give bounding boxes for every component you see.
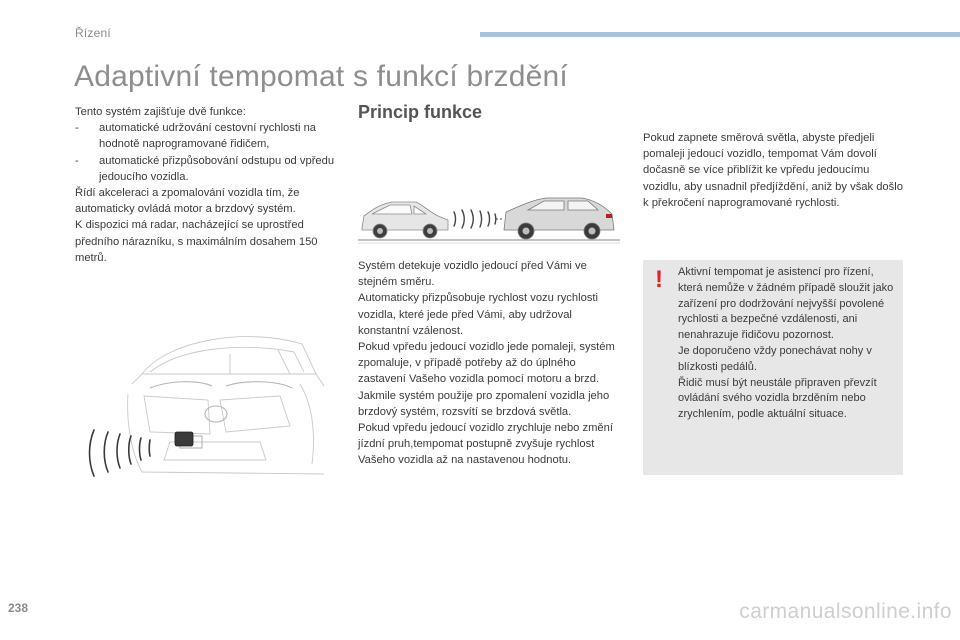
warning-paragraph: Řidič musí být neustále připraven převzít ovládání svého vozidla brzděním nebo zrychlením, podle aktuální situace.: [678, 376, 877, 421]
principle-paragraph: Automaticky přizpůsobuje rychlost vozu rychlosti vozidla, které jede před Vámi, aby udržoval konstantní vzálenost.: [358, 292, 599, 337]
following-distance-illustration: [358, 186, 620, 244]
intro-lead: Tento systém zajišťuje dvě funkce:: [75, 106, 246, 118]
intro-paragraph: K dispozici má radar, nacházející se uprostřed předního nárazníku, s maximálním dosahem 150 metrů.: [75, 219, 318, 264]
overtaking-paragraph: Pokud zapnete směrová světla, abyste předjeli pomaleji jedoucí vozidlo, tempomat Vám dovolí dočasně se více přiblížit ke vpředu jedoucímu vozidlu, aby usnadnil předjíždění, aniž by však došlo k překročení naprogramované rychlosti.: [643, 132, 903, 209]
intro-item-text: automatické přizpůsobování odstupu od vpředu jedoucího vozidla.: [99, 154, 335, 183]
warning-box: [643, 260, 903, 475]
principle-paragraph: Pokud vpředu jedoucí vozidlo jede pomaleji, systém zpomaluje, v případě potřeby až do úplného zastavení Vašeho vozidla pomocí motoru a brzd.: [358, 341, 615, 386]
principle-paragraph: Systém detekuje vozidlo jedoucí před Vámi ve stejném směru.: [358, 260, 587, 289]
intro-list-item: [75, 120, 340, 152]
section-label: Řízení: [75, 26, 111, 40]
list-dash: -: [75, 122, 79, 135]
warning-paragraph: Je doporučeno vždy ponechávat nohy v blízkosti pedálů.: [678, 344, 872, 373]
warning-paragraph: Aktivní tempomat je asistencí pro řízení, která nemůže v žádném případě sloužit jako zařízení pro dodržování nejvyšší povolené rychlosti a bezpečné vzdálenosti, ani nenahrazuje řidičovu pozornost.: [678, 266, 894, 342]
principle-heading: Princip funkce: [358, 102, 483, 122]
page-number: 238: [8, 601, 29, 615]
intro-paragraph: Řídí akceleraci a zpomalování vozidla tím, že automaticky ovládá motor a brzdový systém.: [75, 187, 300, 216]
principle-text: [358, 258, 620, 469]
car-radar-illustration: [80, 314, 328, 484]
overtaking-text: [643, 130, 905, 211]
header-bar: [480, 32, 960, 37]
principle-paragraph: Jakmile systém použije pro zpomalení vozidla jeho brzdový systém, rozsvítí se brzdová světla.: [358, 389, 610, 418]
page-title: Adaptivní tempomat s funkcí brzdění: [74, 60, 568, 93]
principle-paragraph: Pokud vpředu jedoucí vozidlo zrychluje nebo změní jízdní pruh,tempomat postupně zvyšuje rychlost Vašeho vozidla až na nastavenou hodnotu.: [358, 422, 613, 467]
list-dash: -: [75, 154, 79, 167]
intro-section: [75, 104, 340, 266]
exclamation-icon: !: [655, 266, 663, 293]
warning-text: [678, 265, 900, 423]
intro-list-item: [75, 153, 340, 185]
watermark: carmanualsonline.info: [739, 600, 952, 623]
intro-item-text: automatické udržování cestovní rychlosti na hodnotě naprogramované řidičem,: [99, 122, 317, 151]
